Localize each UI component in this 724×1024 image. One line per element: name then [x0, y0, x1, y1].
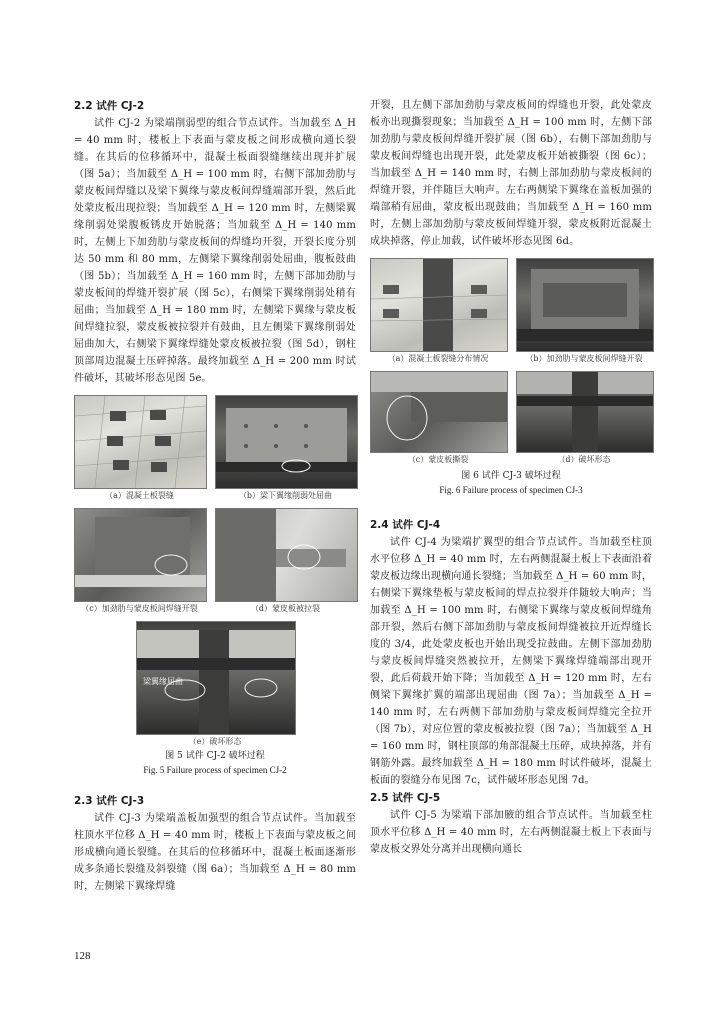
fig6-title-cn: 图 6 试件 CJ-3 破坏过程 [461, 471, 561, 481]
section-2-3-paragraph-cont: 开裂，且左侧下部加劲肋与蒙皮板间的焊缝也开裂，此处蒙皮板亦出现撕裂现象；当加载至 Δ_H = 100 mm 时，左侧下部加劲肋与蒙皮板间焊缝开裂扩展（图 6b），右侧下部加劲肋与蒙皮板间焊缝也出现开裂，此处蒙皮板开始被撕裂（图 6c）；当加载至 Δ_H = 140 mm 时，右侧上部加劲肋与蒙皮板间的焊缝开裂，并伴随巨大响声。左右两侧梁下翼缘在盖板加强的端部稍有屈曲，蒙皮板出现鼓曲；当加载至 Δ_H = 160 mm 时，左侧上部加劲肋与蒙皮板间焊缝开裂，蒙皮板附近混凝土成块掉落，停止加载，试件破坏形态见图 6d。 [370, 100, 652, 247]
fig5b-drawing [216, 396, 357, 488]
fig6d-caption: （d）破坏形态 [557, 455, 611, 464]
section-2-3-paragraph: 试件 CJ-3 为梁端盖板加强型的组合节点试件。当加载至柱顶水平位移 Δ_H = 40 mm 时，楼板上下表面与蒙皮板之间形成横向通长裂缝。在其后的位移循环中，混凝土板面逐渐形成多条通长裂缝及斜裂缝（图 6a）；当加载至 Δ_H = 80 mm 时，左侧梁下翼缘焊缝 [74, 813, 356, 892]
page-number: 128 [74, 950, 91, 962]
fig6b-photo [516, 258, 654, 352]
fig5-title-cn: 图 5 试件 CJ-2 破坏过程 [165, 751, 265, 761]
fig5b-caption: （b）梁下翼缘削弱处屈曲 [238, 491, 333, 500]
fig5a-drawing [75, 396, 206, 488]
fig6c-photo [370, 371, 508, 453]
figure-5 [74, 395, 356, 790]
section-2-4-title: 2.4 试件 CJ-4 [370, 519, 441, 531]
fig5e-caption: （e）破坏形态 [188, 737, 242, 746]
fig6c-drawing [371, 372, 507, 452]
section-2-2-paragraph: 试件 CJ-2 为梁端削弱型的组合节点试件。当加载至 Δ_H = 40 mm 时，楼板上下表面与蒙皮板之间形成横向通长裂缝。在其后的位移循环中，混凝土板面裂缝继续出现并扩展（图 5a）；当加载至 Δ_H = 100 mm 时，右侧下部加劲肋与蒙皮板间焊缝以及梁下翼缘与蒙皮板间焊缝端部开裂，然后此处蒙皮板出现拉裂；当加载至 Δ_H = 120 mm 时，左侧梁翼缘削弱处梁腹板锈皮开始脱落；当加载至 Δ_H = 140 mm 时，左侧上下加劲肋与蒙皮板间的焊缝均开裂，开裂长度分别达 50 mm 和 80 mm，左侧梁下翼缘削弱处屈曲，腹板鼓曲（图 5b）；当加载至 Δ_H = 160 mm 时，左侧下部加劲肋与蒙皮板间的焊缝开裂扩展（图 5c），右侧梁下翼缘削弱处稍有屈曲；当加载至 Δ_H = 180 mm 时，左侧梁下翼缘与蒙皮板间焊缝拉裂，蒙皮板被拉裂并有鼓曲，且左侧梁下翼缘削弱处屈曲加大，右侧梁下翼缘焊缝处蒙皮板被拉裂（图 5d），钢柱顶部周边混凝土压碎掉落。最终加载至 Δ_H = 200 mm 时试件破坏，其破坏形态见图 5e。 [74, 118, 356, 384]
fig5e-inset-label: 梁翼缘屈曲 [143, 677, 183, 686]
fig6d-drawing [517, 372, 653, 452]
fig5a-caption: （a）混凝土板裂缝 [105, 491, 174, 500]
figure-6 [370, 258, 652, 516]
fig6a-drawing [371, 259, 507, 351]
section-2-5-paragraph: 试件 CJ-5 为梁端下部加腋的组合节点试件。当加载至柱顶水平位移 Δ_H = 40 mm 时，左右两侧混凝土板上下表面与蒙皮板交界处分离并出现横向通长 [370, 810, 652, 855]
fig5-titles [74, 749, 356, 777]
fig5b-photo [215, 395, 358, 489]
fig6b-drawing [517, 259, 653, 351]
fig5c-drawing [75, 509, 206, 601]
fig5a-photo [74, 395, 207, 489]
fig5d-drawing [216, 509, 357, 601]
section-2-3-title: 2.3 试件 CJ-3 [74, 795, 145, 807]
fig5c-caption: （c）加劲肋与蒙皮板间焊缝开裂 [81, 604, 198, 613]
section-2-2-title: 2.2 试件 CJ-2 [74, 100, 145, 112]
fig5c-photo [74, 508, 207, 602]
fig6-titles [370, 469, 652, 497]
fig5d-caption: （d）蒙皮板被拉裂 [250, 604, 321, 613]
fig6a-photo [370, 258, 508, 352]
fig6c-caption: （c）蒙皮板撕裂 [407, 455, 469, 464]
fig6a-caption: （a）混凝土板裂缝分布情况 [387, 354, 489, 363]
fig6d-photo [516, 371, 654, 453]
section-2-4-paragraph: 试件 CJ-4 为梁端扩翼型的组合节点试件。当加载至柱顶水平位移 Δ_H = 40 mm 时，左右两侧混凝土板上下表面沿着蒙皮板边缘出现横向通长裂缝；当加载至 Δ_H = 60 mm 时，右侧梁下翼缘垫板与蒙皮板间的焊点拉裂并伴随较大响声；当加载至 Δ_H = 100 mm 时，右侧梁下翼缘与蒙皮板间焊缝角部开裂，然后右侧下部加劲肋与蒙皮板间焊缝被拉开近焊缝长度的 3/4，此处蒙皮板也开始出现受拉鼓曲。左侧下部加劲肋与蒙皮板间焊缝突然被拉开，左侧梁下翼缘焊缝端部出现开裂，此后荷载开始下降；当加载至 Δ_H = 120 mm 时，左右侧梁下翼缘扩翼的端部出现屈曲（图 7a）；当加载至 Δ_H = 140 mm 时，左右两侧下部加劲肋与蒙皮板间焊缝完全拉开（图 7b），对应位置的蒙皮板被拉裂（图 7a）；当加载至 Δ_H = 160 mm 时，钢柱顶部的角部混凝土压碎，成块掉落，并有钢筋外露。最终加载至 Δ_H = 180 mm 时试件破坏，混凝土板面的裂缝分布见图 7c，试件破坏形态见图 7d。 [370, 537, 652, 786]
section-2-5-title: 2.5 试件 CJ-5 [370, 792, 441, 804]
fig5-title-en: Fig. 5 Failure process of specimen CJ-2 [143, 765, 287, 775]
fig6b-caption: （b）加劲肋与蒙皮板间焊缝开裂 [525, 354, 643, 363]
fig6-title-en: Fig. 6 Failure process of specimen CJ-3 [439, 485, 583, 495]
fig5e-photo [136, 621, 296, 735]
left-column [74, 97, 356, 895]
fig5d-photo [215, 508, 358, 602]
right-column [370, 97, 652, 858]
